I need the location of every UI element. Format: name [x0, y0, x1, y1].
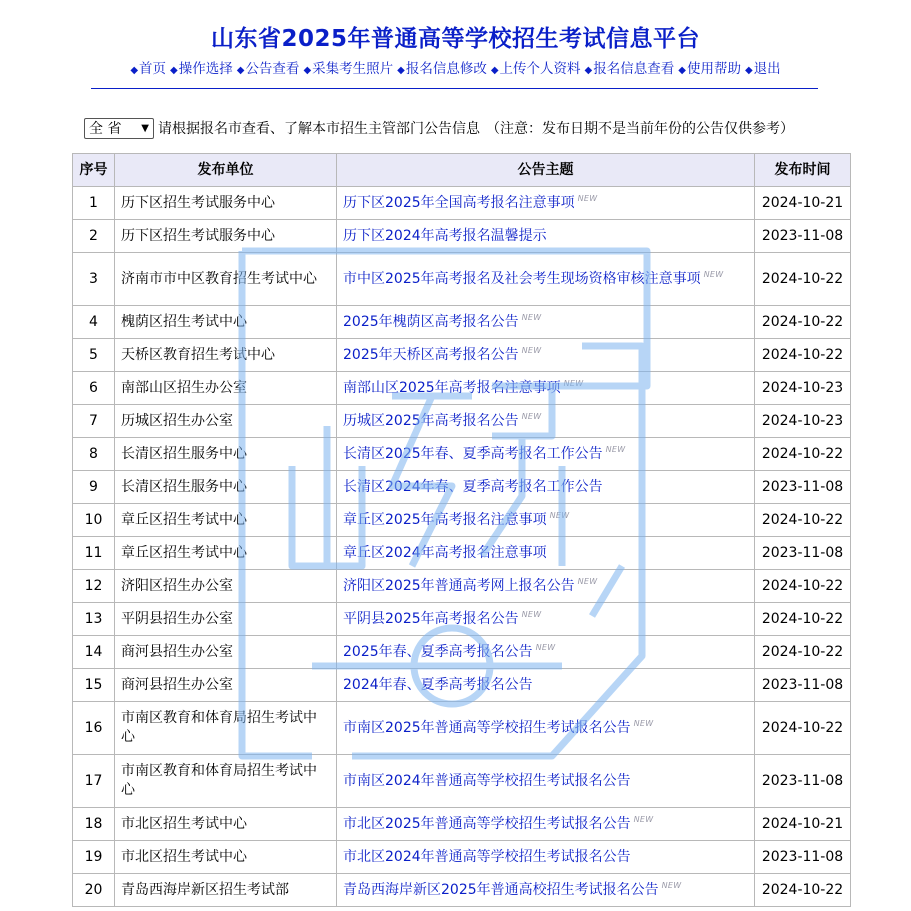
notice-link[interactable]: 市南区2024年普通高等学校招生考试报名公告	[343, 772, 631, 789]
new-badge: NEW	[521, 312, 542, 322]
cell-unit: 天桥区教育招生考试中心	[115, 339, 337, 372]
diamond-icon: ◆	[236, 65, 245, 76]
cell-unit: 商河县招生办公室	[115, 636, 337, 669]
cell-unit: 市南区教育和体育局招生考试中心	[115, 702, 337, 755]
cell-no: 18	[73, 808, 115, 841]
nav-item-label: 采集考生照片	[312, 61, 394, 77]
table-row	[73, 253, 851, 306]
cell-date: 2023-11-08	[755, 669, 851, 702]
new-badge: NEW	[661, 880, 682, 890]
header-unit: 发布单位	[115, 154, 337, 187]
new-badge: NEW	[633, 814, 654, 824]
cell-no: 6	[73, 372, 115, 405]
diamond-icon: ◆	[397, 65, 405, 76]
new-badge: NEW	[521, 345, 542, 355]
notice-link[interactable]: 历下区2025年全国高考报名注意事项	[343, 194, 575, 211]
cell-unit: 平阴县招生办公室	[115, 603, 337, 636]
cell-topic	[337, 702, 755, 755]
nav-divider	[91, 88, 818, 89]
cell-unit: 济阳区招生办公室	[115, 570, 337, 603]
nav-item-1[interactable]	[170, 61, 233, 77]
cell-date: 2024-10-23	[755, 372, 851, 405]
diamond-icon: ◆	[303, 65, 312, 76]
diamond-icon: ◆	[130, 65, 139, 76]
new-badge: NEW	[535, 642, 556, 652]
new-badge: NEW	[577, 193, 598, 203]
table-row	[73, 603, 851, 636]
cell-unit: 商河县招生办公室	[115, 669, 337, 702]
nav-item-label: 报名信息修改	[405, 61, 487, 77]
notice-link[interactable]: 历下区2024年高考报名温馨提示	[343, 227, 547, 244]
table-header-row	[73, 154, 851, 187]
cell-date: 2024-10-21	[755, 808, 851, 841]
cell-unit: 市南区教育和体育局招生考试中心	[115, 755, 337, 808]
nav-item-label: 公告查看	[245, 61, 300, 77]
table-row	[73, 471, 851, 504]
notice-link[interactable]: 南部山区2025年高考报名注意事项	[343, 379, 561, 396]
city-select-value: 全 省	[89, 121, 122, 137]
new-badge: NEW	[563, 378, 584, 388]
cell-topic	[337, 874, 755, 907]
cell-unit: 市北区招生考试中心	[115, 808, 337, 841]
table-row	[73, 537, 851, 570]
diamond-icon: ◆	[490, 65, 499, 76]
nav-item-8[interactable]	[745, 61, 781, 77]
cell-date: 2024-10-22	[755, 504, 851, 537]
notice-link[interactable]: 平阴县2025年高考报名公告	[343, 610, 519, 627]
cell-date: 2024-10-21	[755, 187, 851, 220]
cell-topic	[337, 808, 755, 841]
cell-no: 19	[73, 841, 115, 874]
cell-no: 3	[73, 253, 115, 306]
cell-date: 2023-11-08	[755, 220, 851, 253]
table-row	[73, 504, 851, 537]
cell-date: 2024-10-22	[755, 636, 851, 669]
cell-topic	[337, 220, 755, 253]
cell-date: 2023-11-08	[755, 471, 851, 504]
notice-link[interactable]: 市北区2025年普通高等学校招生考试报名公告	[343, 815, 631, 832]
chevron-down-icon: ▼	[141, 122, 149, 134]
table-row	[73, 220, 851, 253]
cell-topic	[337, 372, 755, 405]
cell-no: 16	[73, 702, 115, 755]
table-row	[73, 808, 851, 841]
nav-item-0[interactable]	[130, 61, 166, 77]
cell-topic	[337, 570, 755, 603]
cell-unit: 长清区招生服务中心	[115, 438, 337, 471]
cell-topic	[337, 471, 755, 504]
cell-topic	[337, 253, 755, 306]
nav-item-6[interactable]	[585, 61, 675, 77]
new-badge: NEW	[549, 510, 570, 520]
cell-topic	[337, 755, 755, 808]
diamond-icon: ◆	[744, 65, 753, 76]
cell-topic	[337, 636, 755, 669]
cell-no: 8	[73, 438, 115, 471]
filter-row	[84, 117, 794, 139]
cell-no: 9	[73, 471, 115, 504]
new-badge: NEW	[633, 718, 654, 728]
table-row	[73, 438, 851, 471]
cell-no: 11	[73, 537, 115, 570]
cell-no: 14	[73, 636, 115, 669]
cell-no: 20	[73, 874, 115, 907]
notice-table	[72, 153, 851, 907]
cell-no: 2	[73, 220, 115, 253]
nav-item-label: 操作选择	[178, 61, 233, 77]
notice-link[interactable]: 历城区2025年高考报名公告	[343, 412, 519, 429]
cell-topic	[337, 339, 755, 372]
diamond-icon: ◆	[170, 65, 178, 76]
new-badge: NEW	[577, 576, 598, 586]
table-row	[73, 187, 851, 220]
cell-date: 2024-10-22	[755, 570, 851, 603]
cell-date: 2024-10-22	[755, 438, 851, 471]
notice-link[interactable]: 2025年槐荫区高考报名公告	[343, 313, 519, 330]
header-topic: 公告主题	[337, 154, 755, 187]
nav-item-label: 首页	[139, 61, 167, 77]
filter-note: （注意：发布日期不是当前年份的公告仅供参考）	[486, 121, 794, 137]
cell-no: 10	[73, 504, 115, 537]
cell-date: 2023-11-08	[755, 755, 851, 808]
cell-unit: 南部山区招生办公室	[115, 372, 337, 405]
cell-topic	[337, 306, 755, 339]
nav-item-2[interactable]	[237, 61, 300, 77]
notice-link[interactable]: 2025年春、夏季高考报名公告	[343, 643, 533, 660]
new-badge: NEW	[605, 444, 626, 454]
new-badge: NEW	[521, 411, 542, 421]
cell-unit: 长清区招生服务中心	[115, 471, 337, 504]
table-row	[73, 570, 851, 603]
cell-topic	[337, 537, 755, 570]
page-title: 山东省2025年普通高等学校招生考试信息平台	[210, 26, 700, 52]
nav-item-label: 报名信息查看	[593, 61, 675, 77]
cell-unit: 历下区招生考试服务中心	[115, 187, 337, 220]
notice-link[interactable]: 章丘区2024年高考报名注意事项	[343, 544, 547, 561]
cell-topic	[337, 603, 755, 636]
cell-no: 7	[73, 405, 115, 438]
cell-no: 15	[73, 669, 115, 702]
cell-unit: 章丘区招生考试中心	[115, 504, 337, 537]
nav-item-3[interactable]	[303, 61, 393, 77]
table-row	[73, 306, 851, 339]
table-row	[73, 755, 851, 808]
nav-item-4[interactable]	[397, 61, 487, 77]
table-row	[73, 702, 851, 755]
cell-unit: 槐荫区招生考试中心	[115, 306, 337, 339]
cell-date: 2024-10-22	[755, 306, 851, 339]
notice-link[interactable]: 长清区2024年春、夏季高考报名工作公告	[343, 478, 603, 495]
cell-date: 2024-10-22	[755, 603, 851, 636]
nav-item-7[interactable]	[678, 61, 741, 77]
cell-no: 13	[73, 603, 115, 636]
table-row	[73, 405, 851, 438]
notice-link[interactable]: 2024年春、夏季高考报名公告	[343, 676, 533, 693]
cell-topic	[337, 504, 755, 537]
notice-link[interactable]: 市南区2025年普通高等学校招生考试报名公告	[343, 719, 631, 736]
filter-description: 请根据报名市查看、了解本市招生主管部门公告信息	[158, 121, 480, 137]
top-nav	[0, 57, 911, 77]
cell-unit: 青岛西海岸新区招生考试部	[115, 874, 337, 907]
cell-date: 2024-10-22	[755, 339, 851, 372]
notice-link[interactable]: 济阳区2025年普通高考网上报名公告	[343, 577, 575, 594]
cell-topic	[337, 405, 755, 438]
nav-item-label: 上传个人资料	[499, 61, 581, 77]
diamond-icon: ◆	[678, 65, 686, 76]
notice-link[interactable]: 市中区2025年高考报名及社会考生现场资格审核注意事项	[343, 270, 701, 287]
diamond-icon: ◆	[584, 65, 593, 76]
cell-no: 4	[73, 306, 115, 339]
nav-item-5[interactable]	[491, 61, 581, 77]
cell-date: 2024-10-22	[755, 253, 851, 306]
table-row	[73, 339, 851, 372]
cell-no: 12	[73, 570, 115, 603]
cell-date: 2024-10-22	[755, 702, 851, 755]
header-no: 序号	[73, 154, 115, 187]
nav-item-label: 使用帮助	[686, 61, 741, 77]
cell-unit: 历下区招生考试服务中心	[115, 220, 337, 253]
notice-link[interactable]: 市北区2024年普通高等学校招生考试报名公告	[343, 848, 631, 865]
table-row	[73, 841, 851, 874]
cell-topic	[337, 187, 755, 220]
cell-no: 5	[73, 339, 115, 372]
cell-unit: 济南市市中区教育招生考试中心	[115, 253, 337, 306]
notice-link[interactable]: 2025年天桥区高考报名公告	[343, 346, 519, 363]
cell-date: 2024-10-23	[755, 405, 851, 438]
city-select[interactable]	[84, 118, 154, 139]
header-date: 发布时间	[755, 154, 851, 187]
cell-date: 2023-11-08	[755, 537, 851, 570]
new-badge: NEW	[521, 609, 542, 619]
cell-date: 2023-11-08	[755, 841, 851, 874]
nav-item-label: 退出	[753, 61, 781, 77]
notice-link[interactable]: 长清区2025年春、夏季高考报名工作公告	[343, 445, 603, 462]
cell-topic	[337, 841, 755, 874]
notice-link[interactable]: 青岛西海岸新区2025年普通高校招生考试报名公告	[343, 881, 659, 898]
cell-unit: 市北区招生考试中心	[115, 841, 337, 874]
cell-unit: 历城区招生办公室	[115, 405, 337, 438]
new-badge: NEW	[703, 269, 724, 279]
table-row	[73, 372, 851, 405]
table-row	[73, 636, 851, 669]
cell-topic	[337, 438, 755, 471]
cell-no: 17	[73, 755, 115, 808]
cell-unit: 章丘区招生考试中心	[115, 537, 337, 570]
table-row	[73, 874, 851, 907]
table-row	[73, 669, 851, 702]
cell-topic	[337, 669, 755, 702]
cell-no: 1	[73, 187, 115, 220]
notice-link[interactable]: 章丘区2025年高考报名注意事项	[343, 511, 547, 528]
cell-date: 2024-10-22	[755, 874, 851, 907]
